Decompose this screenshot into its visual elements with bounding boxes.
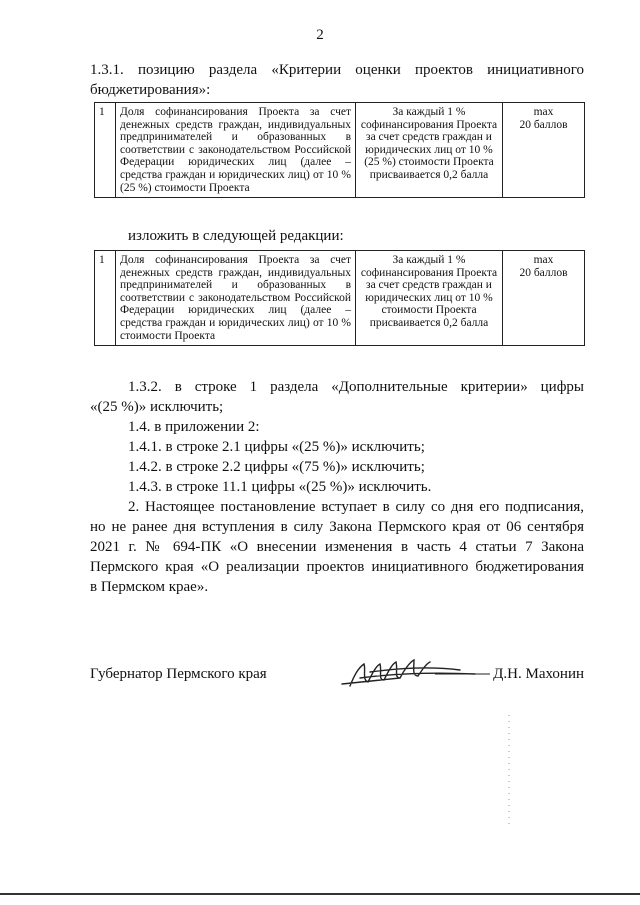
item-1-3-2-line2: «(25 %)» исключить; [90,399,224,415]
item-2-line3: 2021 г. № 694-ПК «О внесении изменения в часть 4 статьи 7 Закона [90,539,584,555]
item-1-4-2: 1.4.2. в строке 2.2 цифры «(75 %)» исключить; [128,459,425,475]
table-row [95,251,585,346]
row-number: 1 [95,251,116,346]
handwritten-signature [340,656,490,692]
restate-text: изложить в следующей редакции: [128,228,344,244]
max-value: 20 баллов [519,118,568,131]
item-1-4-1: 1.4.1. в строке 2.1 цифры «(25 %)» исключить; [128,439,425,455]
table-row [95,103,585,198]
page-bottom-edge [0,893,640,895]
criterion-description: Доля софинансирования Проекта за счет денежных средств граждан, индивидуальных предпринимателей и образованных в соответствии с законодательством Российской Федерации юридических лиц (далее – средства граждан и юридических лиц) от 10 % стоимости Проекта [116,251,356,346]
item-2-line4: Пермского края «О реализации проектов инициативного бюджетирования [90,559,584,575]
item-1-3-2-line1: 1.3.2. в строке 1 раздела «Дополнительные критерии» цифры [128,379,584,395]
criteria-table-new [94,250,585,346]
criterion-max [503,103,585,198]
scan-artifact [506,715,512,825]
signatory-title: Губернатор Пермского края [90,666,267,682]
item-2-line1: 2. Настоящее постановление вступает в силу со дня его подписания, [128,499,584,515]
item-1-3-1-line1: 1.3.1. позицию раздела «Критерии оценки проектов инициативного [90,62,584,78]
max-value: 20 баллов [519,266,568,279]
row-number: 1 [95,103,116,198]
max-label: max [533,254,554,266]
criteria-table-old [94,102,585,198]
criterion-scoring: За каждый 1 % софинансирования Проекта за счет средств граждан и юридических лиц от 10 % (25 %) стоимости Проекта присваивается 0,2 балла [356,103,503,198]
item-2-line2: но не ранее дня вступления в силу Закона Пермского края от 06 сентября [90,519,584,535]
max-label: max [533,106,554,118]
criterion-description: Доля софинансирования Проекта за счет денежных средств граждан, индивидуальных предпринимателей и образованных в соответствии с законодательством Российской Федерации юридических лиц (далее – средства граждан и юридических лиц) от 10 % (25 %) стоимости Проекта [116,103,356,198]
signature-block [90,662,584,702]
signatory-name: Д.Н. Махонин [493,666,584,682]
item-1-4-3: 1.4.3. в строке 11.1 цифры «(25 %)» исключить. [128,479,432,495]
page-number: 2 [316,27,324,43]
item-2-line5: в Пермском крае». [90,579,209,595]
item-1-3-1-line2: бюджетирования»: [90,82,211,98]
criterion-scoring: За каждый 1 % софинансирования Проекта за счет средств граждан и юридических лиц от 10 % стоимости Проекта присваивается 0,2 балла [356,251,503,346]
criterion-max [503,251,585,346]
item-1-4: 1.4. в приложении 2: [128,419,260,435]
